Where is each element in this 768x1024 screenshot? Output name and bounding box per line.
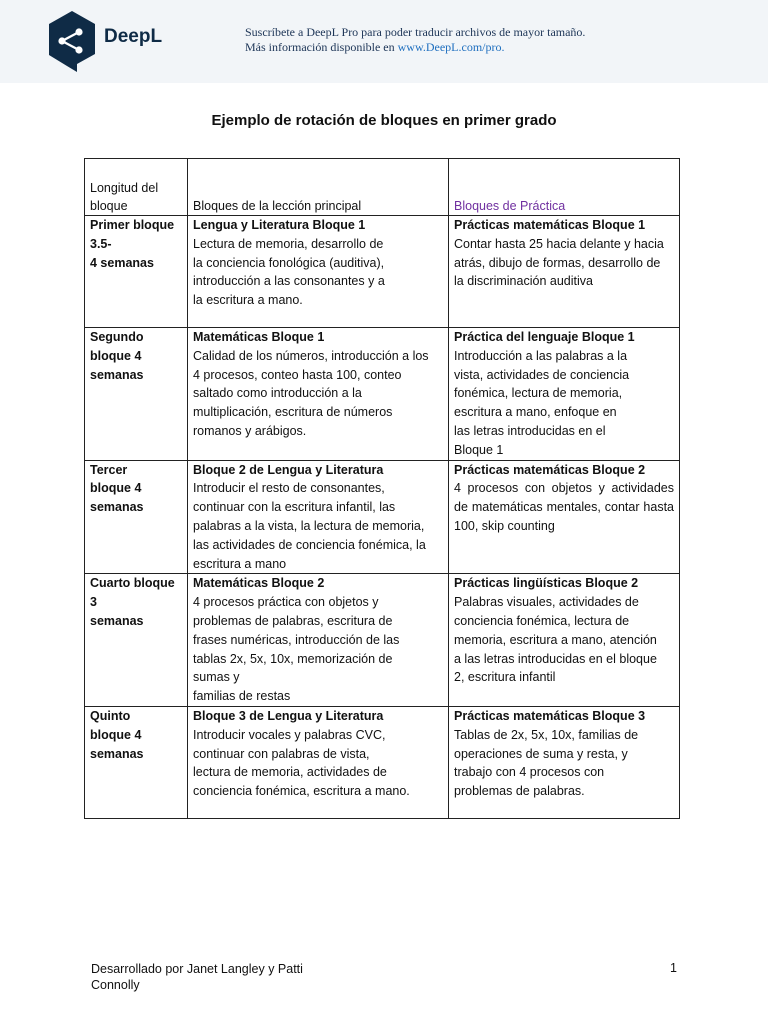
block-length-cell: [85, 706, 188, 818]
main-block-line: saltado como introducción a la: [193, 386, 362, 401]
length-line: 3.5-: [90, 236, 112, 251]
table-row: [85, 574, 680, 707]
practice-block-title: Prácticas matemáticas Bloque 3: [454, 708, 646, 723]
practice-block-line: atrás, dibujo de formas, desarrollo de: [454, 255, 661, 270]
practice-block-line: fonémica, lectura de memoria,: [454, 386, 623, 401]
block-length-cell: [85, 460, 188, 574]
block-length-cell: [85, 328, 188, 461]
practice-block-line: operaciones de suma y resta, y: [454, 746, 628, 761]
main-block-title: Matemáticas Bloque 2: [193, 576, 325, 591]
deepl-logo-text[interactable]: DeepL: [104, 26, 163, 47]
practice-block-line: escritura a mano, enfoque en: [454, 405, 617, 420]
main-block-line: la escritura a mano.: [193, 293, 303, 308]
length-line: 4 semanas: [90, 255, 154, 270]
length-line: semanas: [90, 500, 144, 515]
practice-block-line: las letras introducidas en el: [454, 423, 606, 438]
promo-line-1: Suscríbete a DeepL Pro para poder traducir archivos de mayor tamaño.: [245, 25, 586, 39]
deepl-logo-icon[interactable]: [47, 10, 97, 73]
main-lesson-cell: [188, 216, 449, 328]
main-block-line: multiplicación, escritura de números: [193, 405, 393, 420]
length-line: bloque 4: [90, 481, 142, 496]
main-block-line: palabras a la vista, la lectura de memoria,: [193, 518, 425, 533]
main-lesson-cell: [188, 328, 449, 461]
main-block-line: conciencia fonémica, escritura a mano.: [193, 784, 410, 799]
length-line: Quinto: [90, 708, 131, 723]
main-lesson-cell: [188, 574, 449, 707]
main-lesson-cell: [188, 706, 449, 818]
main-lesson-cell: [188, 460, 449, 574]
footer-author-line: Desarrollado por Janet Langley y Patti: [91, 962, 303, 976]
main-block-line: escritura a mano: [193, 556, 287, 571]
practice-cell: [449, 216, 680, 328]
practice-block-line: Palabras visuales, actividades de: [454, 595, 639, 610]
length-line: semanas: [90, 367, 144, 382]
practice-block-line: Introducción a las palabras a la: [454, 348, 628, 363]
table-header-row: [85, 159, 680, 216]
practice-block-line: memoria, escritura a mano, atención: [454, 632, 657, 647]
main-block-line: 4 procesos práctica con objetos y: [193, 595, 379, 610]
main-block-line: Lectura de memoria, desarrollo de: [193, 236, 384, 251]
header-practice-blocks: Bloques de Práctica: [449, 159, 680, 216]
practice-block-line: Contar hasta 25 hacia delante y hacia: [454, 236, 664, 251]
length-line: bloque 4: [90, 727, 142, 742]
main-block-line: tablas 2x, 5x, 10x, memorización de: [193, 651, 393, 666]
block-length-cell: [85, 574, 188, 707]
length-line: semanas: [90, 746, 144, 761]
main-block-line: problemas de palabras, escritura de: [193, 613, 393, 628]
main-block-line: Introducir vocales y palabras CVC,: [193, 727, 386, 742]
length-line: semanas: [90, 613, 144, 628]
practice-block-line: vista, actividades de conciencia: [454, 367, 630, 382]
main-block-line: Calidad de los números, introducción a los: [193, 348, 429, 363]
main-block-title: Bloque 2 de Lengua y Literatura: [193, 462, 384, 477]
main-block-line: introducción a las consonantes y a: [193, 274, 385, 289]
length-line: bloque 4: [90, 348, 142, 363]
document-title: Ejemplo de rotación de bloques en primer grado: [211, 112, 557, 129]
block-length-cell: [85, 216, 188, 328]
practice-block-line: problemas de palabras.: [454, 784, 585, 799]
practice-cell: [449, 574, 680, 707]
header-block-length: Longitud del bloque: [85, 159, 188, 216]
length-line: Segundo: [90, 330, 144, 344]
practice-block-line: trabajo con 4 procesos con: [454, 765, 605, 780]
main-block-line: familias de restas: [193, 689, 291, 704]
deepl-pro-link[interactable]: www.DeepL.com/pro.: [397, 40, 505, 54]
deepl-banner: [0, 0, 768, 83]
practice-block-line: actividades de matemáticas: [454, 481, 674, 515]
practice-block-line: 4 procesos con objetos y: [454, 481, 605, 496]
block-rotation-table: [84, 158, 680, 819]
promo-line-2: [245, 40, 585, 55]
main-block-line: las actividades de conciencia fonémica, la: [193, 537, 426, 552]
table-row: [85, 460, 680, 574]
practice-block-line: la discriminación auditiva: [454, 274, 593, 289]
practice-block-line: conciencia fonémica, lectura de: [454, 613, 630, 628]
length-line: Cuarto bloque 3: [90, 576, 175, 610]
main-block-line: sumas y: [193, 670, 240, 685]
practice-block-line: a las letras introducidas en el bloque: [454, 651, 657, 666]
page-number: 1: [670, 961, 677, 975]
main-block-title: Matemáticas Bloque 1: [193, 330, 325, 344]
main-block-line: romanos y arábigos.: [193, 423, 307, 438]
main-block-line: la conciencia fonológica (auditiva),: [193, 255, 385, 270]
practice-block-line: 2, escritura infantil: [454, 670, 556, 685]
practice-block-title: Prácticas lingüísticas Bloque 2: [454, 576, 639, 591]
main-block-line: frases numéricas, introducción de las: [193, 632, 400, 647]
header-main-lesson-blocks: Bloques de la lección principal: [188, 159, 449, 216]
promo-text: [245, 25, 585, 55]
length-line: Primer bloque: [90, 218, 175, 232]
practice-block-title: Práctica del lenguaje Bloque 1: [454, 330, 635, 344]
main-block-line: Introducir el resto de consonantes,: [193, 481, 385, 496]
main-block-title: Lengua y Literatura Bloque 1: [193, 218, 366, 232]
main-block-line: continuar con la escritura infantil, las: [193, 500, 396, 515]
footer-author-line: Connolly: [91, 978, 140, 992]
practice-block-title: Prácticas matemáticas Bloque 1: [454, 218, 646, 232]
table-row: [85, 328, 680, 461]
length-line: Tercer: [90, 462, 128, 477]
practice-cell: [449, 706, 680, 818]
practice-cell: [449, 328, 680, 461]
practice-block-title: Prácticas matemáticas Bloque 2: [454, 462, 646, 477]
main-block-line: 4 procesos, conteo hasta 100, conteo: [193, 367, 402, 382]
main-block-line: lectura de memoria, actividades de: [193, 765, 387, 780]
table-row: [85, 216, 680, 328]
main-block-title: Bloque 3 de Lengua y Literatura: [193, 708, 384, 723]
practice-block-text: [454, 479, 674, 535]
practice-cell: [449, 460, 680, 574]
practice-block-line: counting: [507, 518, 555, 533]
promo-line-2-prefix: Más información disponible en: [245, 40, 398, 54]
practice-block-line: mentales, contar hasta 100, skip: [454, 500, 674, 533]
practice-block-line: Bloque 1: [454, 442, 504, 457]
footer-author: [91, 961, 303, 993]
main-block-line: continuar con palabras de vista,: [193, 746, 370, 761]
practice-block-line: Tablas de 2x, 5x, 10x, familias de: [454, 727, 639, 742]
table-row: [85, 706, 680, 818]
